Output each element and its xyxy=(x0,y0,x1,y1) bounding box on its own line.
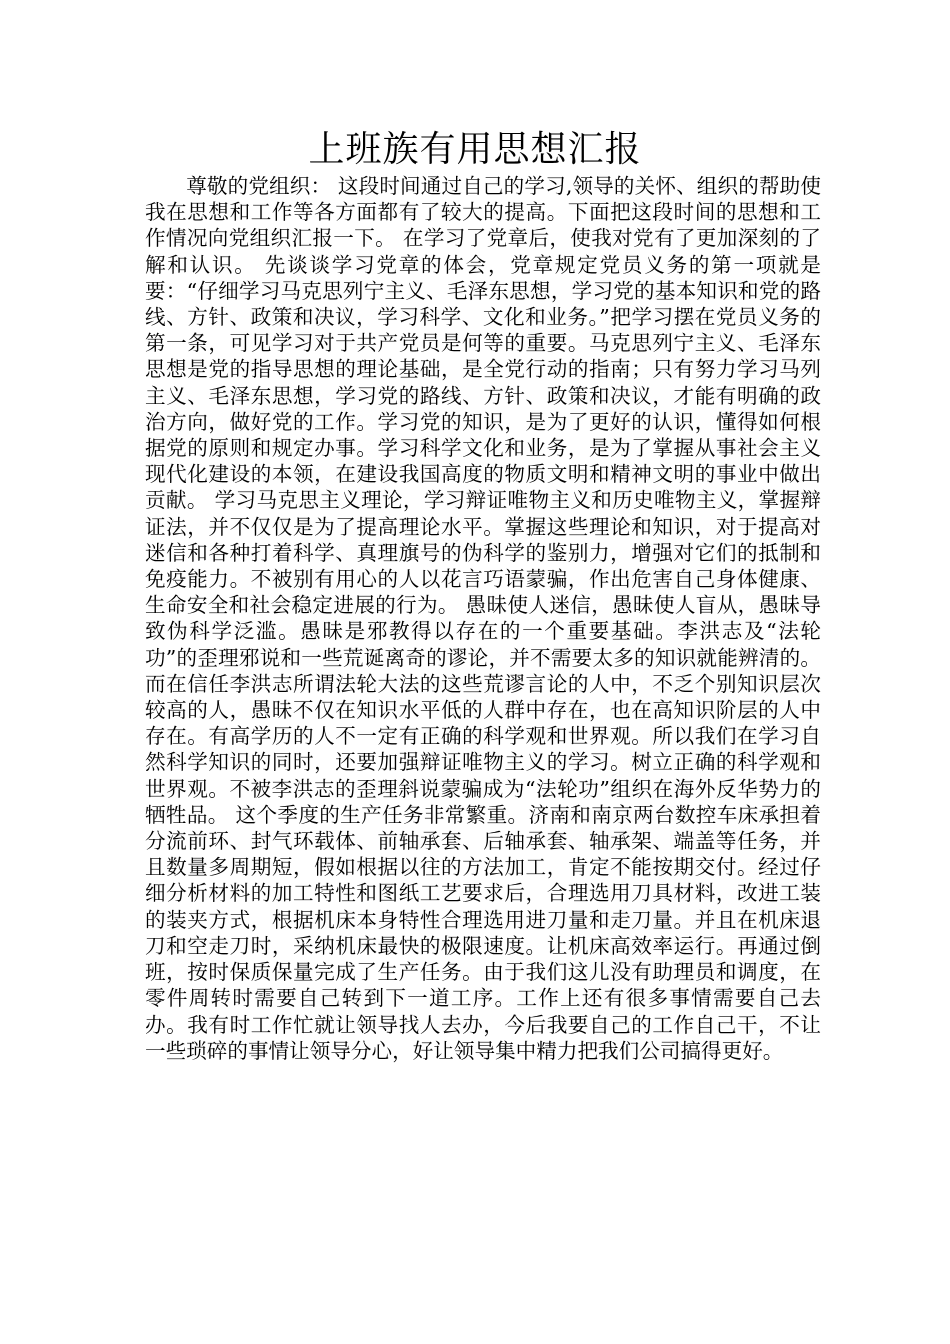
document-title: 上班族有用思想汇报 xyxy=(308,129,642,170)
document-body-paragraph: 尊敬的党组织： 这段时间通过自己的学习,领导的关怀、组织的帮助使我在思想和工作等各方面都有了较大的提高。下面把这段时间的思想和工作情况向党组织汇报一下。 在学习了党章后，使我对党有了更加深刻的了解和认识。 先谈谈学习党章的体会，党章规定党员义务的第一项就是要：“仔细学习马克思列宁主义、毛泽东思想，学习党的基本知识和党的路线、方针、政策和决议，学习科学、文化和业务。”把学习摆在党员义务的第一条，可见学习对于共产党员是何等的重要。马克思列宁主义、毛泽东思想是党的指导思想的理论基础，是全党行动的指南；只有努力学习马列主义、毛泽东思想，学习党的路线、方针、政策和决议，才能有明确的政治方向，做好党的工作。学习党的知识，是为了更好的认识，懂得如何根据党的原则和规定办事。学习科学文化和业务，是为了掌握从事社会主义现代化建设的本领，在建设我国高度的物质文明和精神文明的事业中做出贡献。 学习马克思主义理论，学习辩证唯物主义和历史唯物主义，掌握辩证法，并不仅仅是为了提高理论水平。掌握这些理论和知识，对于提高对迷信和各种打着科学、真理旗号的伪科学的鉴别力，增强对它们的抵制和免疫能力。不被别有用心的人以花言巧语蒙骗，作出危害自己身体健康、生命安全和社会稳定进展的行为。 愚昧使人迷信，愚昧使人盲从，愚昧导致伪科学泛滥。愚昧是邪教得以存在的一个重要基础。李洪志及“法轮功”的歪理邪说和一些荒诞离奇的谬论，并不需要太多的知识就能辨清的。而在信任李洪志所谓法轮大法的这些荒谬言论的人中，不乏个别知识层次较高的人，愚昧不仅在知识水平低的人群中存在，也在高知识阶层的人中存在。有高学历的人不一定有正确的科学观和世界观。所以我们在学习自然科学知识的同时，还要加强辩证唯物主义的学习。树立正确的科学观和世界观。不被李洪志的歪理斜说蒙骗成为“法轮功”组织在海外反华势力的牺牲品。 这个季度的生产任务非常繁重。济南和南京两台数控车床承担着分流前环、封气环载体、前轴承套、后轴承套、轴承架、端盖等任务，并且数量多周期短，假如根据以往的方法加工，肯定不能按期交付。经过仔细分析材料的加工特性和图纸工艺要求后，合理选用刀具材料，改进工装的装夹方式，根据机床本身特性合理选用进刀量和走刀量。并且在机床退刀和空走刀时，采纳机床最快的极限速度。让机床高效率运行。再通过倒班，按时保质保量完成了生产任务。由于我们这儿没有助理员和调度，在零件周转时需要自己转到下一道工序。工作上还有很多事情需要自己去办。我有时工作忙就让领导找人去办，今后我要自己的工作自己干，不让一些琐碎的事情让领导分心，好让领导集中精力把我们公司搞得更好。 xyxy=(145,174,821,1063)
